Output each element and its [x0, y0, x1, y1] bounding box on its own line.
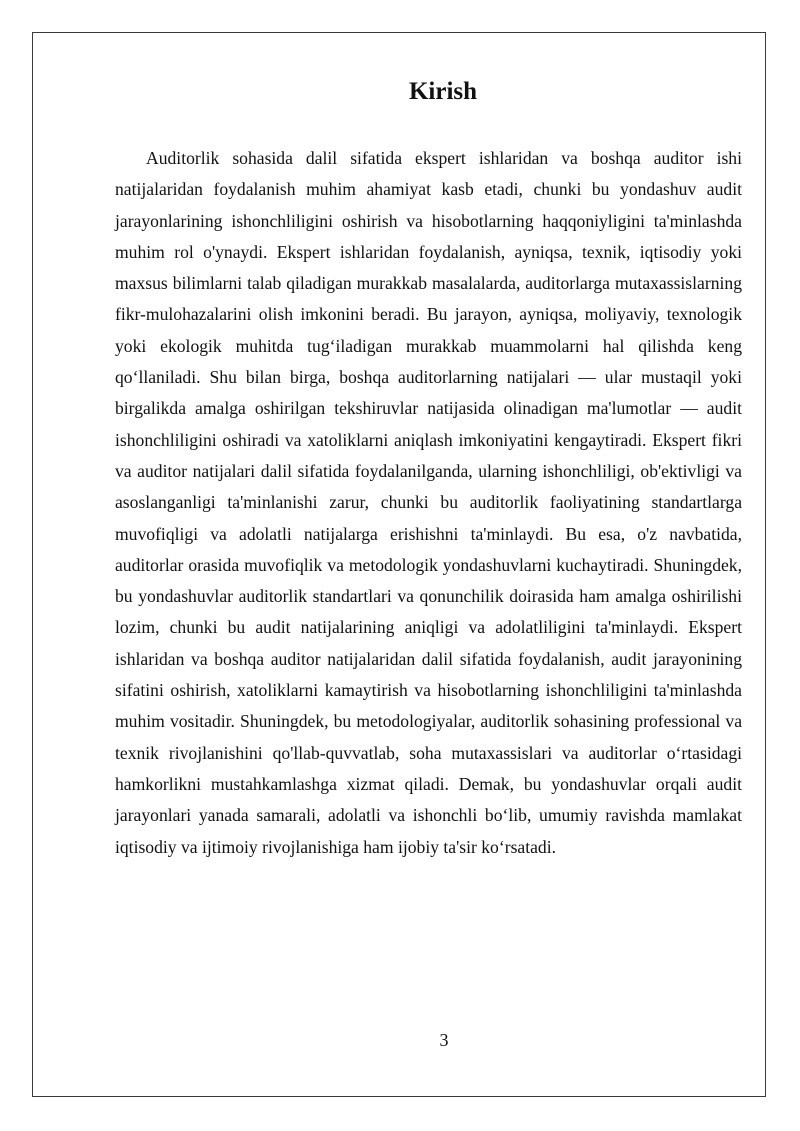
- page-number: 3: [439, 1030, 449, 1050]
- title-container: [33, 76, 800, 108]
- body-paragraph: Auditorlik sohasida dalil sifatida ekspert ishlaridan va boshqa auditor ishi natijalaridan foydalanish muhim ahamiyat kasb etadi, chunki bu yondashuv audit jarayonlarining ishonchliligini oshirish va hisobotlarning haqqoniyligini ta'minlashda muhim rol o'ynaydi. Ekspert ishlaridan foydalanish, ayniqsa, texnik, iqtisodiy yoki maxsus bilimlarni talab qiladigan murakkab masalalarda, auditorlarga mutaxassislarning fikr-mulohazalarini olish imkonini beradi. Bu jarayon, ayniqsa, moliyaviy, texnologik yoki ekologik muhitda tug‘iladigan murakkab muammolarni hal qilishda keng qo‘llaniladi. Shu bilan birga, boshqa auditorlarning natijalari — ular mustaqil yoki birgalikda amalga oshirilgan tekshiruvlar natijasida olinadigan ma'lumotlar — audit ishonchliligini oshiradi va xatoliklarni aniqlash imkoniyatini kengaytiradi. Ekspert fikri va auditor natijalari dalil sifatida foydalanilganda, ularning ishonchliligi, ob'ektivligi va asoslanganligi ta'minlanishi zarur, chunki bu auditorlik faoliyatining standartlarga muvofiqligi va adolatli natijalarga erishishni ta'minlaydi. Bu esa, o'z navbatida, auditorlar orasida muvofiqlik va metodologik yondashuvlarni kuchaytiradi. Shuningdek, bu yondashuvlar auditorlik standartlari va qonunchilik doirasida ham amalga oshirilishi lozim, chunki bu audit natijalarining aniqligi va adolatliligini ta'minlaydi. Ekspert ishlaridan va boshqa auditor natijalaridan dalil sifatida foydalanish, audit jarayonining sifatini oshirish, xatoliklarni kamaytirish va hisobotlarning ishonchliligini ta'minlashda muhim vositadir. Shuningdek, bu metodologiyalar, auditorlik sohasining professional va texnik rivojlanishini qo'llab-quvvatlab, soha mutaxassislari va auditorlar o‘rtasidagi hamkorlikni mustahkamlashga xizmat qiladi. Demak, bu yondashuvlar orqali audit jarayonlari yanada samarali, adolatli va ishonchli bo‘lib, umumiy ravishda mamlakat iqtisodiy va ijtimoiy rivojlanishiga ham ijobiy ta'sir ko‘rsatadi.: [115, 148, 742, 857]
- page-title: Kirish: [408, 78, 478, 105]
